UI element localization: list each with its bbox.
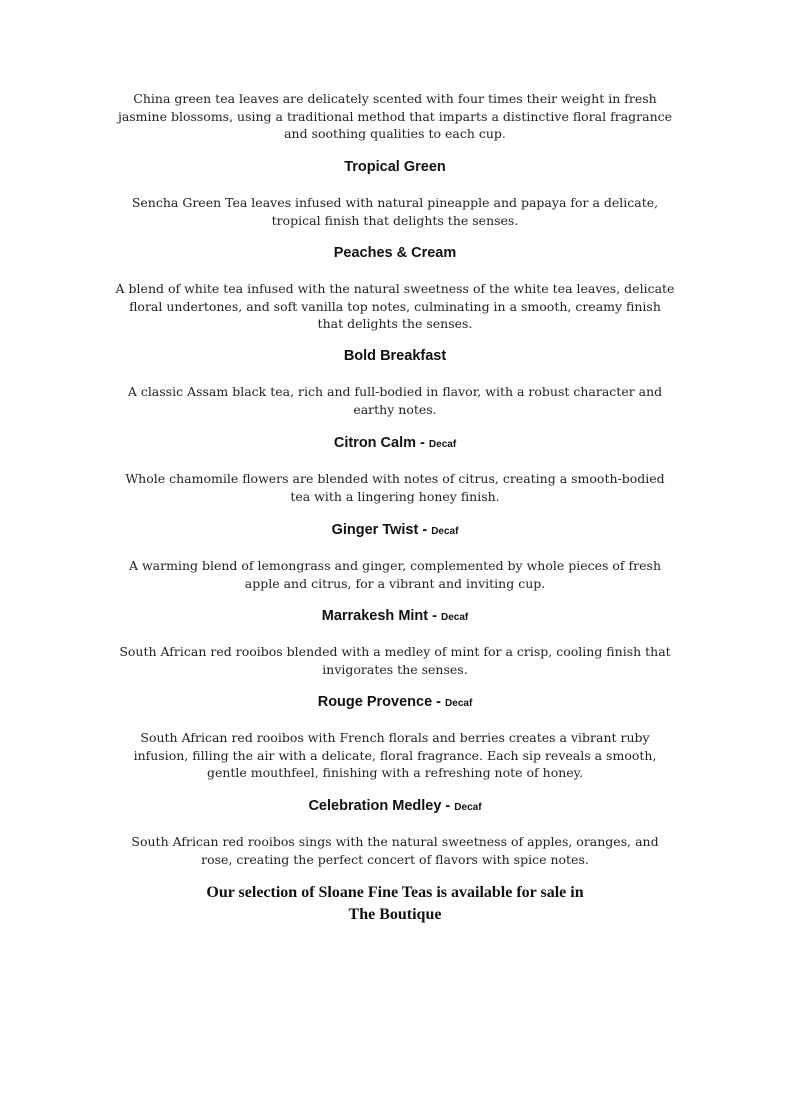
decaf-tag: Decaf [441,612,469,623]
tea-heading-citron-calm [0,435,790,451]
tea-description-bold-breakfast: A classic Assam black tea, rich and full-bodied in flavor, with a robust character and earthy notes. [127,384,663,417]
tea-name: Ginger Twist - [331,522,432,538]
tea-description-ginger-twist: A warming blend of lemongrass and ginger, complemented by whole pieces of fresh apple and citrus, for a vibrant and inviting cup. [128,558,661,591]
tea-heading-ginger-twist [0,522,790,538]
tea-heading-celebration-medley [0,798,790,814]
tea-heading-bold-breakfast [0,348,790,364]
tea-description-tropical-green: Sencha Green Tea leaves infused with natural pineapple and papaya for a delicate, tropical finish that delights the senses. [131,195,659,228]
tea-description-marrakesh-mint: South African red rooibos blended with a medley of mint for a crisp, cooling finish that invigorates the senses. [119,644,671,677]
decaf-tag: Decaf [428,439,457,450]
tea-heading-marrakesh-mint [0,608,790,624]
boutique-note-line-2: The Boutique [348,906,442,923]
tea-heading-peaches-cream [0,245,790,261]
boutique-note-line-1: Our selection of Sloane Fine Teas is available for sale in [206,884,584,901]
tea-name: Peaches & Cream [333,245,457,261]
tea-name: Marrakesh Mint - [321,608,441,624]
decaf-tag: Decaf [445,698,473,709]
decaf-tag: Decaf [454,802,482,813]
tea-description-peaches-cream: A blend of white tea infused with the natural sweetness of the white tea leaves, delicate floral undertones, and soft vanilla top notes, culminating in a smooth, creamy finish that delights the senses. [115,281,675,331]
tea-name: Citron Calm - [333,435,429,451]
boutique-note [0,882,790,926]
intro-description: China green tea leaves are delicately scented with four times their weight in fresh jasmine blossoms, using a traditional method that imparts a distinctive floral fragrance and soothing qualities to each cup. [117,91,673,141]
tea-description-citron-calm: Whole chamomile flowers are blended with notes of citrus, creating a smooth-bodied tea with a lingering honey finish. [125,471,665,504]
decaf-tag: Decaf [431,526,459,537]
tea-name: Rouge Provence - [317,694,446,710]
tea-description-celebration-medley: South African red rooibos sings with the natural sweetness of apples, oranges, and rose, creating the perfect concert of flavors with spice notes. [131,834,659,867]
tea-heading-rouge-provence [0,694,790,710]
tea-name: Tropical Green [344,159,446,175]
tea-name: Bold Breakfast [343,348,447,364]
tea-heading-tropical-green [0,159,790,175]
tea-description-rouge-provence: South African red rooibos with French florals and berries creates a vibrant ruby infusion, filling the air with a delicate, floral fragrance. Each sip reveals a smooth, gentle mouthfeel, finishing with a refreshing note of honey. [133,730,657,780]
tea-name: Celebration Medley - [308,798,455,814]
